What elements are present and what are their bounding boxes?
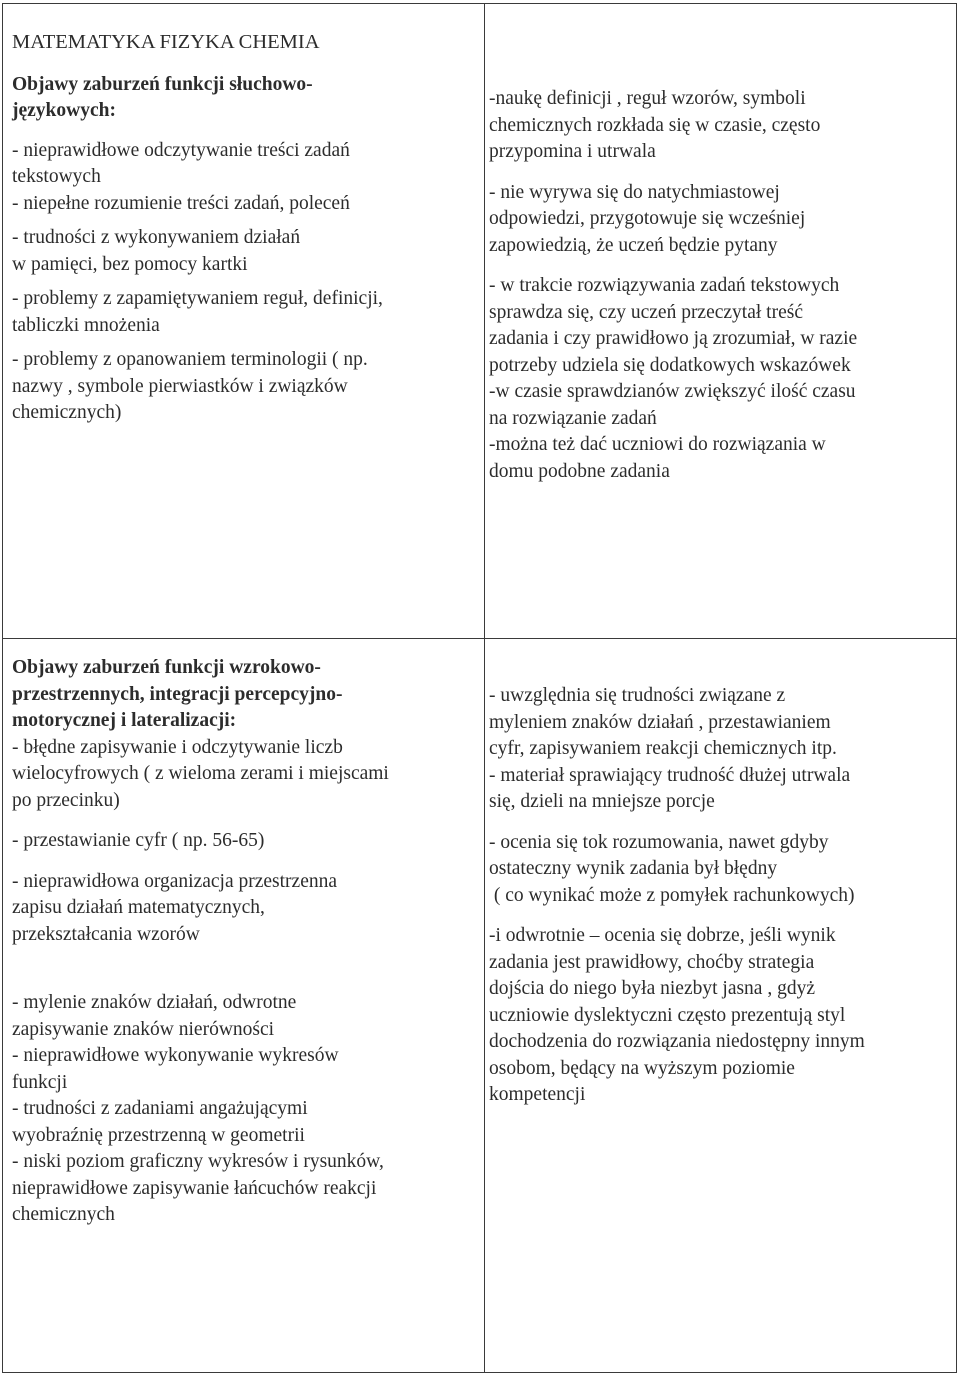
list-item: wielocyfrowych ( z wieloma zerami i miejscami (12, 763, 389, 784)
list-item: - ocenia się tok rozumowania, nawet gdyby (489, 831, 829, 853)
list-item: w pamięci, bez pomocy kartki (12, 253, 248, 275)
section-heading: MATEMATYKA FIZYKA CHEMIA (12, 31, 320, 53)
list-item: dochodzenia do rozwiązania niedostępny innym (489, 1031, 865, 1052)
list-item: cyfr, zapisywaniem reakcji chemicznych itp. (489, 738, 837, 759)
symptoms-heading-line: Objawy zaburzeń funkcji słuchowo- (12, 73, 313, 95)
list-item: -w czasie sprawdzianów zwiększyć ilość czasu (489, 381, 856, 402)
list-item: tekstowych (12, 166, 101, 187)
list-item: - niski poziom graficzny wykresów i rysunków, (12, 1151, 384, 1172)
row-divider (3, 638, 956, 639)
list-item: domu podobne zadania (489, 460, 670, 482)
list-item: - uwzględnia się trudności związane z (489, 685, 786, 706)
list-item: odpowiedzi, przygotowuje się wcześniej (489, 208, 806, 229)
list-item: chemicznych (12, 1204, 115, 1225)
list-item: - w trakcie rozwiązywania zadań tekstowych (489, 275, 840, 296)
cell-top-left (12, 29, 478, 427)
list-item: zapisu działań matematycznych, (12, 897, 265, 918)
list-item: potrzeby udziela się dodatkowych wskazówek (489, 354, 851, 376)
list-item: zapisywanie znaków nierówności (12, 1018, 275, 1040)
list-item: zadania i czy prawidłowo ją zrozumiał, w razie (489, 328, 858, 349)
list-item: wyobraźnię przestrzenną w geometrii (12, 1124, 305, 1146)
list-item: się, dzieli na mniejsze porcje (489, 791, 715, 812)
list-item: przekształcania wzorów (12, 923, 200, 945)
symptoms-heading-line: motorycznej i lateralizacji: (12, 710, 237, 731)
cell-bottom-left (12, 655, 478, 1229)
list-item: na rozwiązanie zadań (489, 407, 657, 429)
list-item: zapowiedzią, że uczeń będzie pytany (489, 234, 778, 256)
list-item: - trudności z wykonywaniem działań (12, 227, 301, 248)
symptoms-heading-line: językowych: (12, 100, 116, 121)
list-item: - nieprawidłowe odczytywanie treści zadań (12, 139, 350, 161)
cell-top-right (489, 86, 951, 485)
list-item: ( co wynikać może z pomyłek rachunkowych) (489, 884, 855, 906)
list-item: - błędne zapisywanie i odczytywanie liczb (12, 736, 343, 758)
list-item: zadania jest prawidłowy, choćby strategia (489, 951, 815, 973)
list-item: sprawdza się, czy uczeń przeczytał treść (489, 301, 803, 323)
list-item: osobom, będący na wyższym poziomie (489, 1057, 795, 1079)
list-item: - nieprawidłowe wykonywanie wykresów (12, 1045, 339, 1066)
list-item: - nieprawidłowa organizacja przestrzenna (12, 870, 338, 892)
list-item: - problemy z zapamiętywaniem reguł, definicji, (12, 288, 383, 309)
list-item: - problemy z opanowaniem terminologii ( np. (12, 349, 368, 370)
symptoms-heading-line: przestrzennych, integracji percepcyjno- (12, 683, 343, 705)
list-item: chemicznych rozkłada się w czasie, często (489, 114, 821, 136)
list-item: - materiał sprawiający trudność dłużej utrwala (489, 764, 851, 786)
list-item: - nie wyrywa się do natychmiastowej (489, 181, 780, 203)
list-item: - niepełne rozumienie treści zadań, poleceń (12, 192, 350, 214)
list-item: myleniem znaków działań , przestawianiem (489, 711, 831, 733)
list-item: funkcji (12, 1071, 68, 1093)
list-item: tabliczki mnożenia (12, 314, 160, 336)
symptoms-heading-line: Objawy zaburzeń funkcji wzrokowo- (12, 657, 321, 678)
cell-bottom-right (489, 683, 951, 1109)
list-item: -i odwrotnie – ocenia się dobrze, jeśli wynik (489, 925, 836, 946)
list-item: kompetencji (489, 1084, 586, 1105)
list-item: po przecinku) (12, 789, 120, 811)
list-item: uczniowie dyslektyczni często prezentują styl (489, 1004, 846, 1026)
list-item: nieprawidłowe zapisywanie łańcuchów reakcji (12, 1177, 377, 1199)
list-item: nazwy , symbole pierwiastków i związków (12, 375, 348, 397)
list-item: ostateczny wynik zadania był błędny (489, 858, 778, 879)
column-divider (484, 4, 485, 1372)
list-item: - mylenie znaków działań, odwrotne (12, 992, 297, 1013)
list-item: -można też dać uczniowi do rozwiązania w (489, 434, 826, 455)
list-item: dojścia do niego była niezbyt jasna , gdyż (489, 978, 815, 999)
list-item: -naukę definicji , reguł wzorów, symboli (489, 88, 806, 109)
list-item: przypomina i utrwala (489, 141, 656, 162)
list-item: chemicznych) (12, 402, 122, 423)
list-item: - trudności z zadaniami angażującymi (12, 1098, 308, 1119)
list-item: - przestawianie cyfr ( np. 56-65) (12, 830, 265, 851)
